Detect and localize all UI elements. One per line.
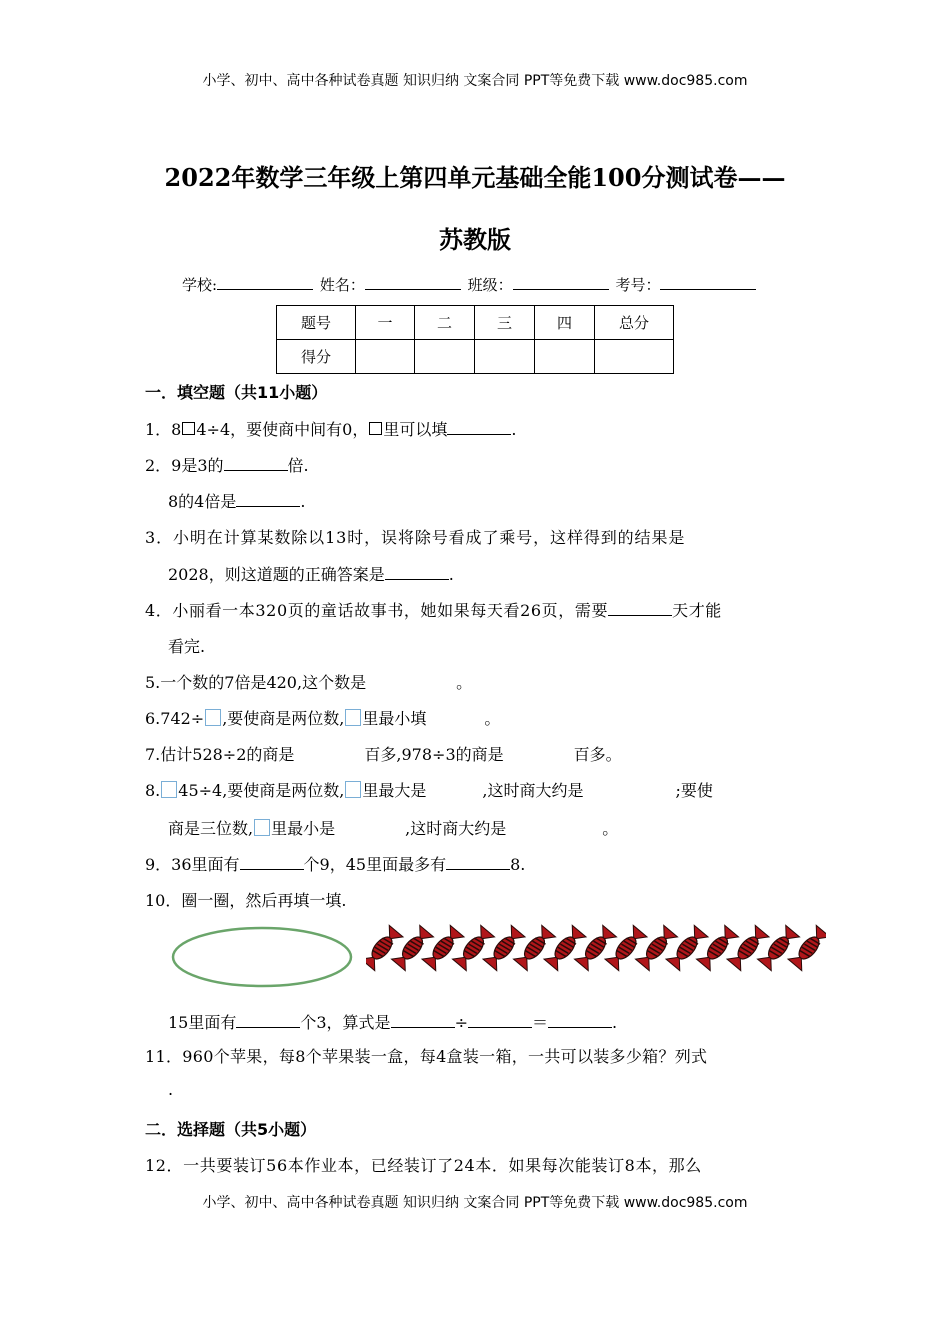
empty-circle-area[interactable] — [168, 922, 358, 992]
q9-text: 8. — [510, 855, 526, 874]
question-3-cont — [168, 562, 454, 585]
q3-text: 3．小明在计算某数除以13时，误将除号看成了乘号，这样得到的结果是 — [145, 528, 686, 547]
q6-text: 6.742÷ — [145, 709, 205, 728]
page-title-line1: 2022年数学三年级上第四单元基础全能100分测试卷—— — [164, 163, 786, 192]
q5-text: 。 — [456, 673, 473, 692]
q2-text: 2．9是3的 — [145, 456, 224, 475]
question-2 — [145, 453, 309, 476]
footer-banner: 小学、初中、高中各种试卷真题 知识归纳 文案合同 PPT等免费下载 www.doc985.com — [202, 1195, 748, 1211]
q4-text: 天才能 — [672, 601, 722, 620]
q1-text: 1．8 — [145, 420, 182, 439]
q8-text: 商是三位数, — [168, 819, 254, 838]
answer-blank[interactable] — [446, 854, 510, 870]
q3-text: 2028，则这道题的正确答案是 — [168, 565, 385, 584]
square-icon — [182, 422, 195, 435]
q10-text: . — [611, 1013, 618, 1032]
question-3 — [145, 525, 685, 548]
question-11 — [145, 1044, 707, 1067]
exam-no-blank[interactable] — [660, 275, 756, 290]
q8-text: 。 — [602, 819, 619, 838]
blank-square-icon — [345, 781, 361, 798]
score-header-cell: 总分 — [595, 306, 674, 340]
q8-text: 45÷4,要使商是两位数, — [178, 781, 345, 800]
q9-text: 个9，45里面最多有 — [303, 855, 447, 874]
name-blank[interactable] — [365, 275, 461, 290]
answer-blank[interactable] — [608, 600, 672, 616]
blank-square-icon — [345, 709, 361, 726]
answer-blank[interactable] — [240, 854, 304, 870]
q8-text: ;要使 — [675, 781, 713, 800]
square-icon — [369, 422, 382, 435]
score-header-cell: 三 — [475, 306, 535, 340]
score-cell[interactable] — [475, 340, 535, 374]
blank-square-icon — [161, 781, 177, 798]
q7-text: 7.估计528÷2的商是 — [145, 745, 295, 764]
q4-text: 4．小丽看一本320页的童话故事书，她如果每天看26页，需要 — [145, 601, 609, 620]
question-2-part-b — [168, 489, 305, 512]
q7-text: 百多,978÷3的商是 — [364, 745, 504, 764]
q12-text: 12．一共要装订56本作业本，已经装订了24本．如果每次能装订8本，那么 — [145, 1156, 702, 1175]
top-banner: 小学、初中、高中各种试卷真题 知识归纳 文案合同 PPT等免费下载 www.doc985.com — [202, 73, 748, 89]
question-12 — [145, 1153, 702, 1176]
q11-text: . — [168, 1080, 174, 1099]
answer-blank[interactable] — [224, 455, 288, 471]
q3-text: . — [448, 565, 454, 584]
answer-blank[interactable] — [548, 1012, 612, 1028]
q8-text: 8. — [145, 781, 161, 800]
student-info-row — [182, 274, 758, 295]
q5-text: 5.一个数的7倍是420,这个数是 — [145, 673, 367, 692]
answer-blank[interactable] — [391, 1012, 455, 1028]
question-10 — [145, 888, 346, 911]
candy-row — [366, 918, 826, 978]
blank-square-icon — [254, 819, 270, 836]
question-8 — [145, 778, 713, 801]
score-header-cell: 四 — [535, 306, 595, 340]
question-4 — [145, 598, 722, 621]
answer-blank[interactable] — [447, 419, 511, 435]
q9-text: 9．36里面有 — [145, 855, 240, 874]
question-4-cont — [168, 634, 205, 657]
question-10-answer — [168, 1010, 617, 1033]
score-header-cell: 二 — [415, 306, 475, 340]
answer-blank[interactable] — [236, 491, 300, 507]
class-label: 班级： — [467, 276, 513, 294]
question-6 — [145, 706, 500, 729]
q10-text: 10．圈一圈，然后再填一填. — [145, 891, 347, 910]
q1-text: 里可以填 — [383, 420, 448, 439]
q10-text: ＝ — [531, 1013, 548, 1032]
q6-text: ,要使商是两位数, — [222, 709, 345, 728]
question-11-cont — [168, 1080, 173, 1099]
question-8-cont — [168, 816, 618, 839]
q8-text: 里最小是 — [271, 819, 336, 838]
section-2-heading: 二．选择题（共5小题） — [145, 1120, 317, 1139]
q10-text: ÷ — [454, 1013, 468, 1032]
q4-text: 看完. — [168, 637, 206, 656]
blank-square-icon — [205, 709, 221, 726]
score-table-value-row — [277, 340, 674, 374]
score-table — [276, 305, 674, 374]
q8-text: ,这时商大约是 — [482, 781, 584, 800]
q8-text: 里最大是 — [362, 781, 427, 800]
circle-outline — [173, 928, 351, 986]
q2-text: 8的4倍是 — [168, 492, 237, 511]
score-header-cell: 题号 — [277, 306, 356, 340]
question-7 — [145, 742, 622, 765]
question-5 — [145, 670, 472, 693]
q7-text: 百多。 — [573, 745, 622, 764]
question-9 — [145, 852, 525, 875]
q6-text: 。 — [484, 709, 501, 728]
q1-text: . — [511, 420, 517, 439]
q8-text: ,这时商大约是 — [405, 819, 507, 838]
q10-text: 15里面有 — [168, 1013, 237, 1032]
question-1 — [145, 417, 516, 440]
answer-blank[interactable] — [236, 1012, 300, 1028]
score-cell[interactable] — [415, 340, 475, 374]
school-blank[interactable] — [217, 275, 313, 290]
score-table-header-row — [277, 306, 674, 340]
q2-text: . — [300, 492, 306, 511]
school-label: 学校: — [182, 276, 218, 294]
answer-blank[interactable] — [468, 1012, 532, 1028]
exam-no-label: 考号： — [615, 276, 661, 294]
class-blank[interactable] — [513, 275, 609, 290]
q1-text: 4÷4，要使商中间有0， — [196, 420, 369, 439]
score-cell[interactable] — [595, 340, 674, 374]
score-row-label: 得分 — [277, 340, 356, 374]
answer-blank[interactable] — [385, 564, 449, 580]
name-label: 姓名： — [319, 276, 365, 294]
q10-text: 个3，算式是 — [300, 1013, 391, 1032]
score-cell[interactable] — [356, 340, 415, 374]
q6-text: 里最小填 — [362, 709, 427, 728]
q2-text: 倍. — [287, 456, 309, 475]
section-1-heading: 一．填空题（共11小题） — [145, 383, 328, 402]
score-header-cell: 一 — [356, 306, 415, 340]
page-title-line2: 苏教版 — [439, 225, 511, 254]
q11-text: 11．960个苹果，每8个苹果装一盒，每4盒装一箱，一共可以装多少箱？列式 — [145, 1047, 708, 1066]
score-cell[interactable] — [535, 340, 595, 374]
